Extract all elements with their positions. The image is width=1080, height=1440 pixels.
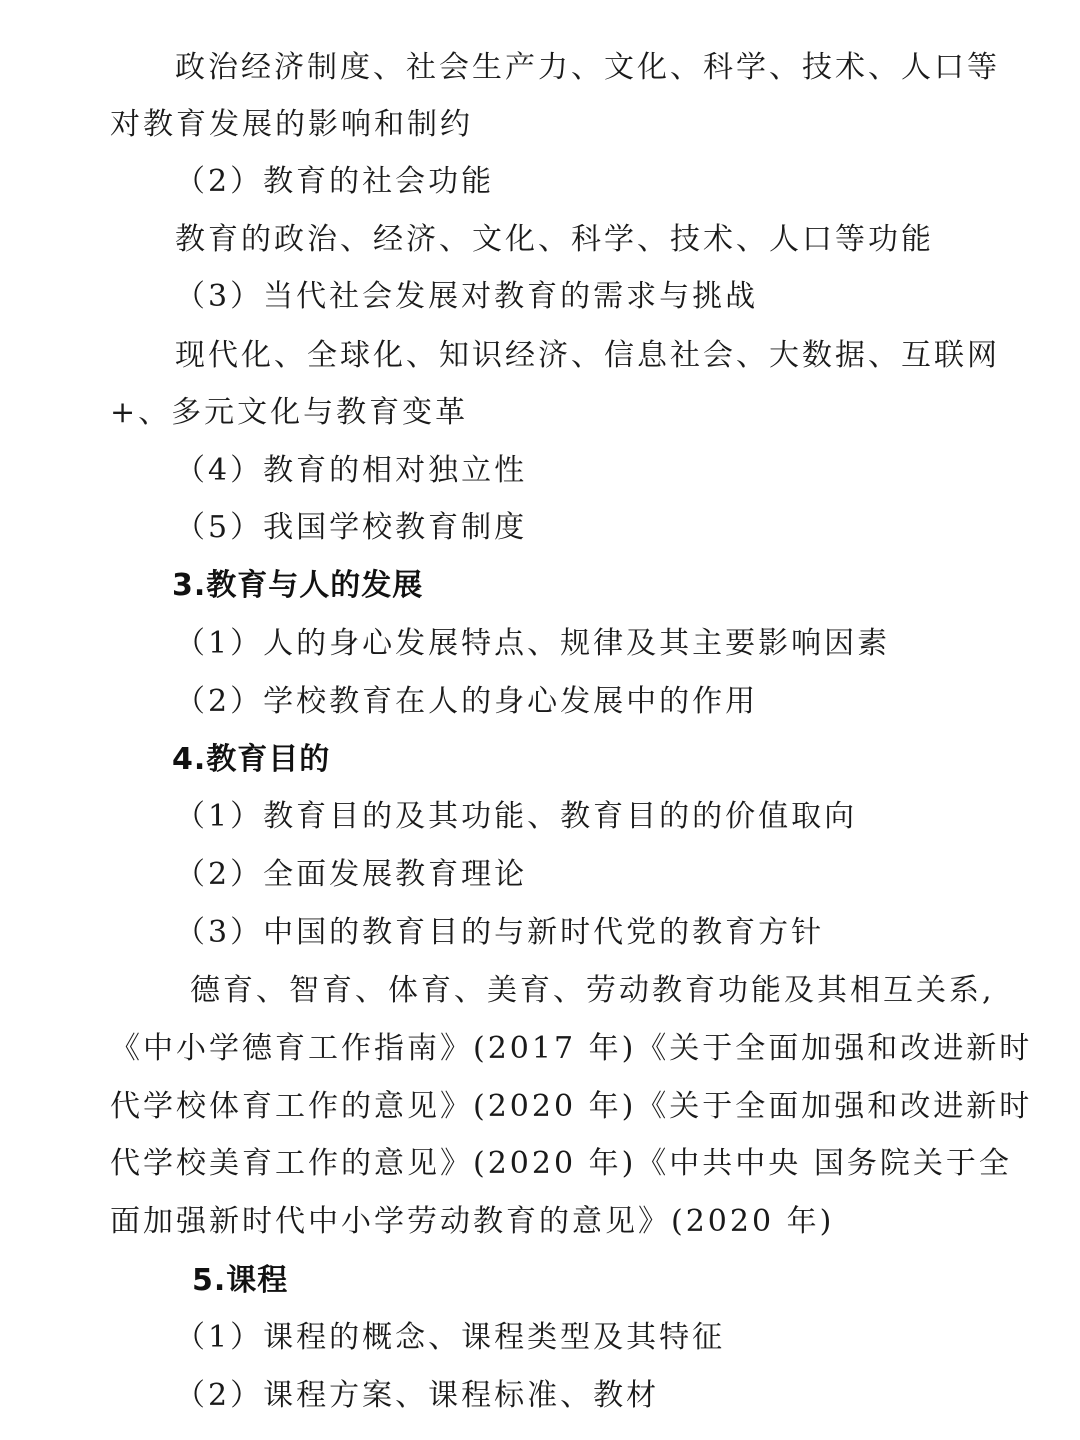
paragraph-line: 政治经济制度、社会生产力、文化、科学、技术、人口等 xyxy=(175,50,1000,85)
list-item: （4）教育的相对独立性 xyxy=(175,453,528,488)
section-heading: 3.教育与人的发展 xyxy=(172,568,424,603)
list-item: （5）我国学校教育制度 xyxy=(175,510,528,545)
list-item: （2）课程方案、课程标准、教材 xyxy=(175,1378,660,1413)
list-item: （2）教育的社会功能 xyxy=(175,164,495,199)
paragraph-line: 对教育发展的影响和制约 xyxy=(110,107,473,142)
section-heading: 4.教育目的 xyxy=(172,742,331,777)
paragraph-line: 代学校体育工作的意见》(2020 年)《关于全面加强和改进新时 xyxy=(110,1089,1033,1124)
paragraph-line: 德育、智育、体育、美育、劳动教育功能及其相互关系, xyxy=(190,973,995,1008)
list-item: （3）当代社会发展对教育的需求与挑战 xyxy=(175,279,759,314)
section-heading: 5.课程 xyxy=(192,1263,289,1298)
paragraph-line: 面加强新时代中小学劳动教育的意见》(2020 年) xyxy=(110,1204,835,1239)
paragraph-line: +、多元文化与教育变革 xyxy=(110,395,469,430)
list-item: （2）学校教育在人的身心发展中的作用 xyxy=(175,684,759,719)
paragraph-line: 教育的政治、经济、文化、科学、技术、人口等功能 xyxy=(175,222,934,257)
list-item: （1）人的身心发展特点、规律及其主要影响因素 xyxy=(175,626,891,661)
list-item: （1）教育目的及其功能、教育目的的价值取向 xyxy=(175,799,858,834)
list-item: （2）全面发展教育理论 xyxy=(175,857,528,892)
list-item: （3）中国的教育目的与新时代党的教育方针 xyxy=(175,915,825,950)
paragraph-line: 代学校美育工作的意见》(2020 年)《中共中央 国务院关于全 xyxy=(110,1146,1012,1181)
list-item: （1）课程的概念、课程类型及其特征 xyxy=(175,1320,726,1355)
paragraph-line: 现代化、全球化、知识经济、信息社会、大数据、互联网 xyxy=(175,338,1000,373)
paragraph-line: 《中小学德育工作指南》(2017 年)《关于全面加强和改进新时 xyxy=(110,1031,1033,1066)
